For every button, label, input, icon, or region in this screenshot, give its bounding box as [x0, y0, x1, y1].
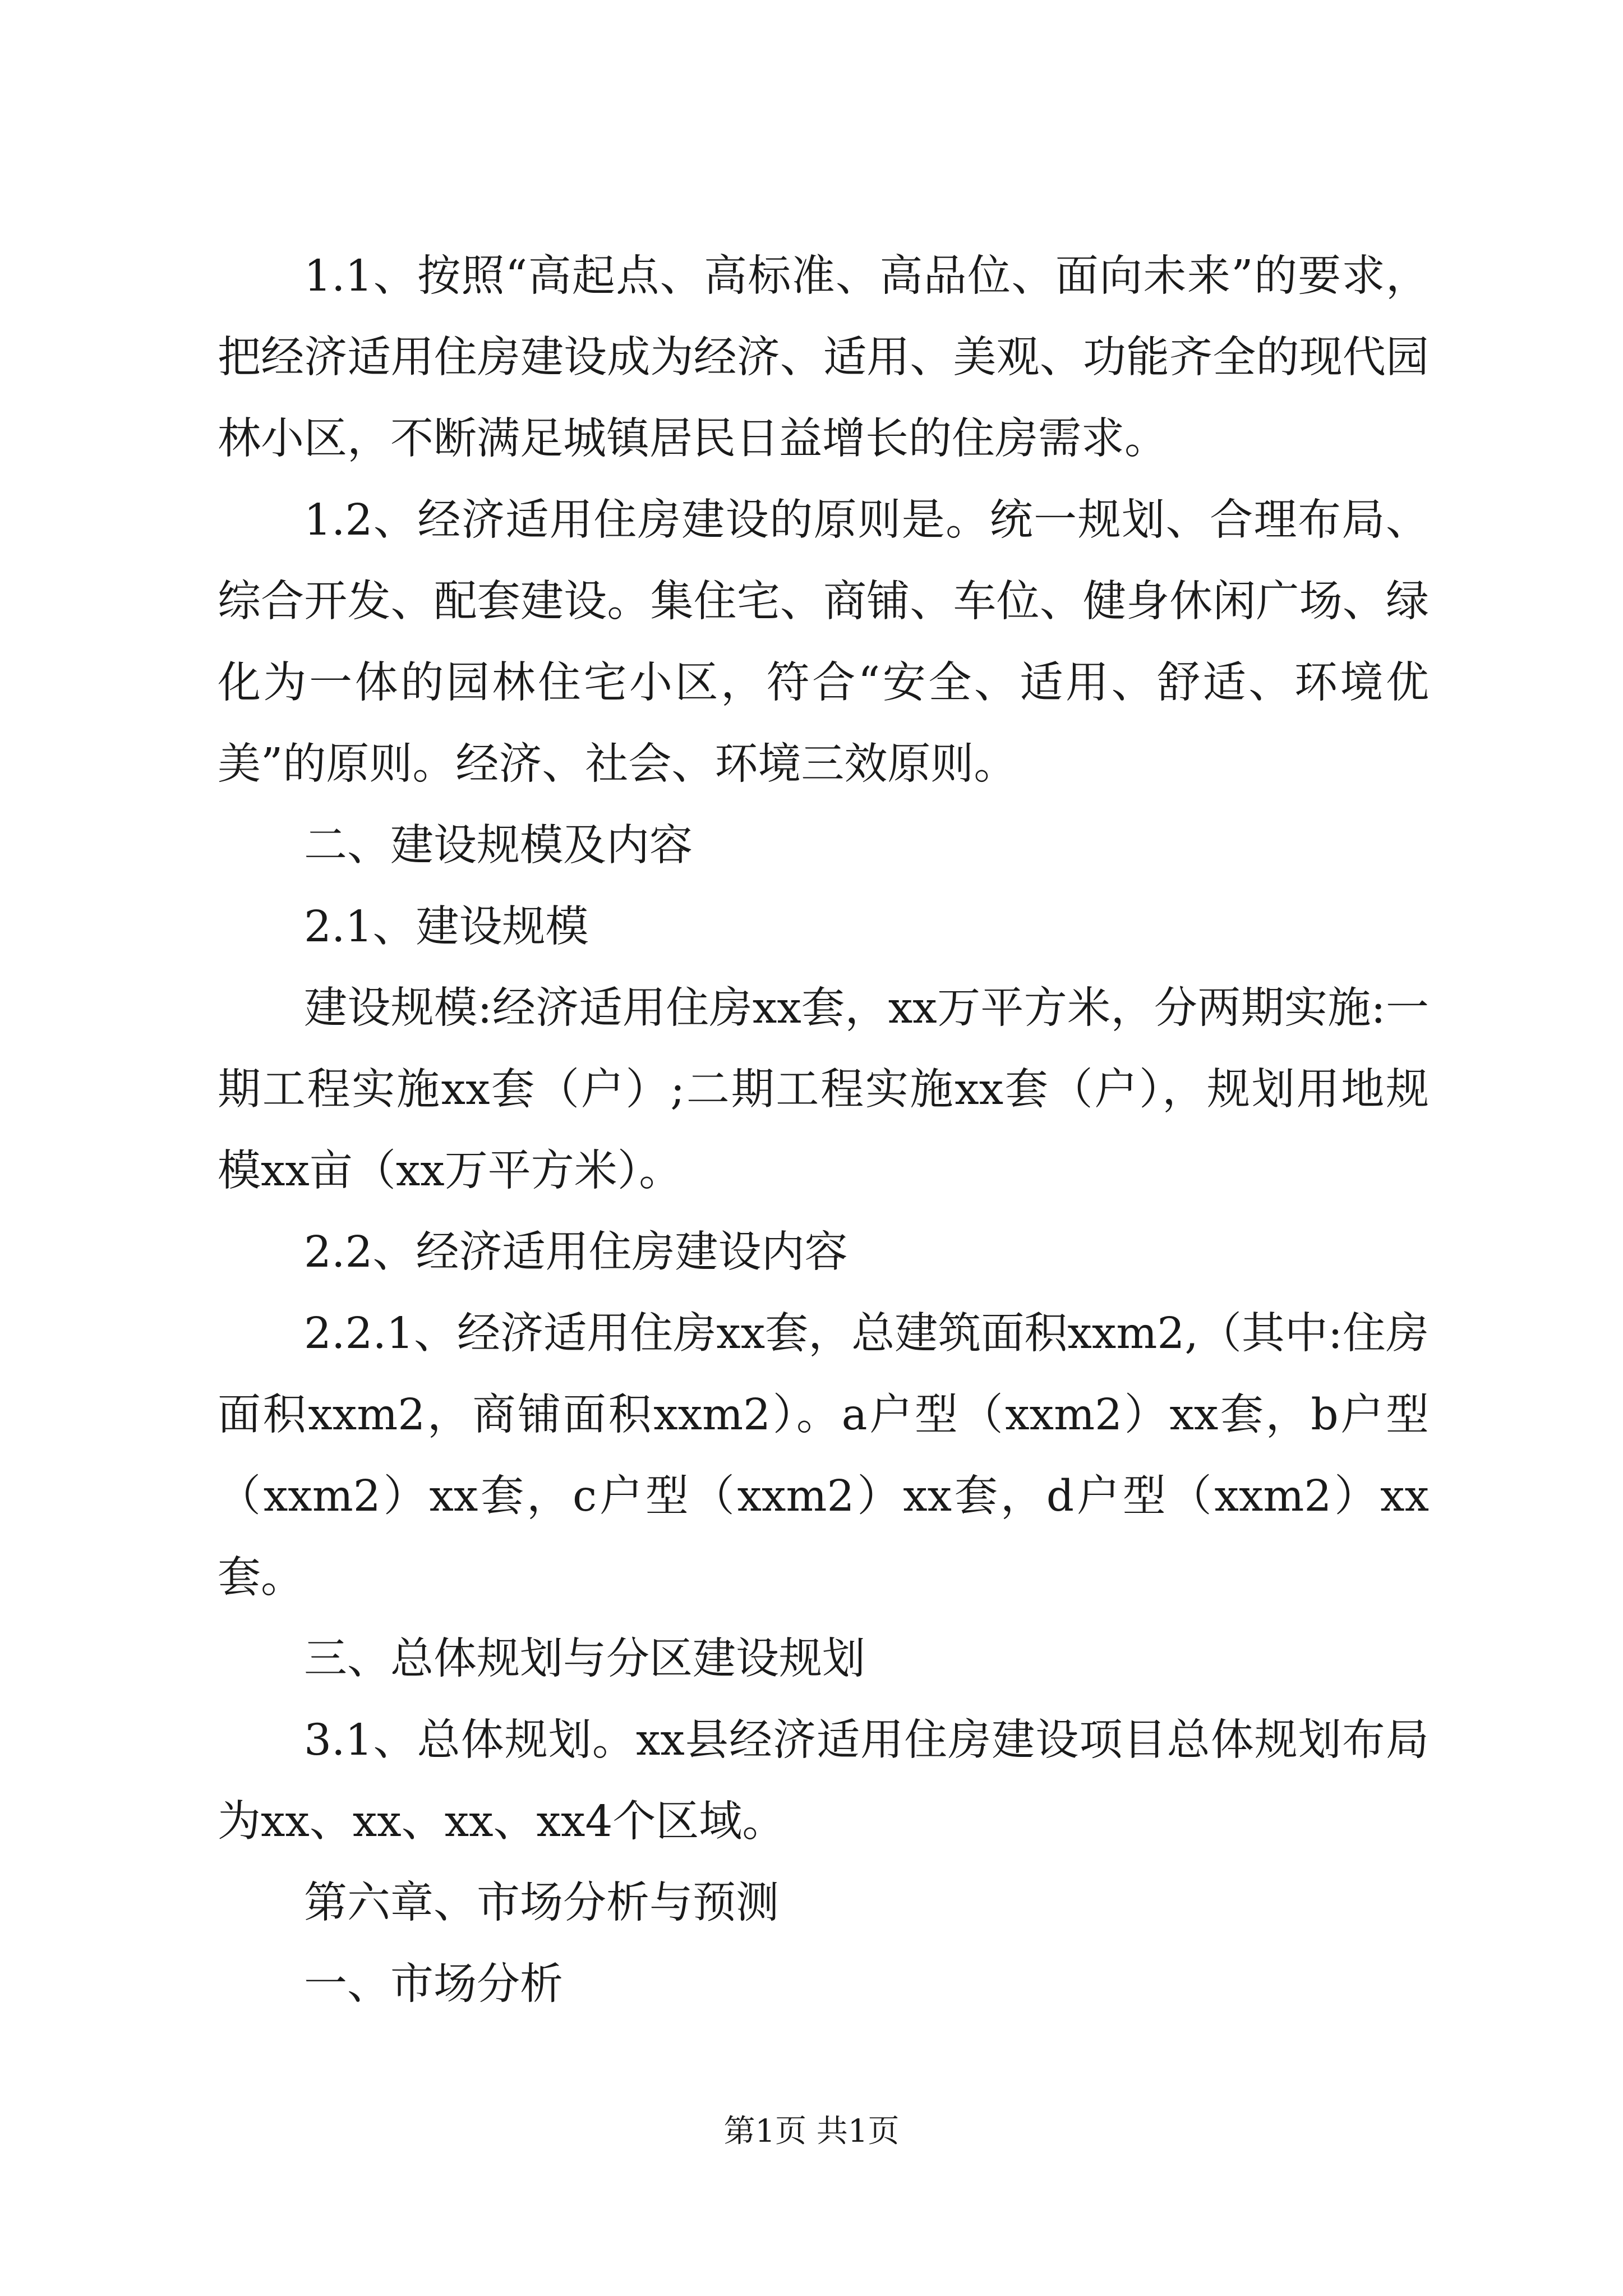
- paragraph-1-2: 1.2、经济适用住房建设的原则是。统一规划、合理布局、综合开发、配套建设。集住宅、商铺、车位、健身休闲广场、绿化为一体的园林住宅小区，符合“安全、适用、舒适、环境优美”的原则。经济、社会、环境三效原则。: [218, 495, 1429, 789]
- paragraph-3-1: 3.1、总体规划。xx县经济适用住房建设项目总体规划布局为xx、xx、xx、xx4个区域。: [218, 1715, 1429, 1847]
- document-body: [218, 236, 1429, 2025]
- section-heading-3: 三、总体规划与分区建设规划: [304, 1634, 865, 1684]
- paragraph-2-2-1: 2.2.1、经济适用住房xx套，总建筑面积xxm2,（其中:住房面积xxm2，商铺面积xxm2）。a户型（xxm2）xx套，b户型（xxm2）xx套，c户型（xxm2）xx套，d户型（xxm2）xx套。: [218, 1309, 1429, 1603]
- section-heading-market-analysis: 一、市场分析: [304, 1959, 563, 2009]
- section-heading-2: 二、建设规模及内容: [304, 821, 693, 871]
- paragraph-scale: 建设规模:经济适用住房xx套，xx万平方米，分两期实施:一期工程实施xx套（户）;二期工程实施xx套（户），规划用地规模xx亩（xx万平方米）。: [218, 983, 1429, 1196]
- page-footer: [0, 2109, 1623, 2154]
- paragraph-1-1: 1.1、按照“高起点、高标准、高品位、面向未来”的要求，把经济适用住房建设成为经济、适用、美观、功能齐全的现代园林小区，不断满足城镇居民日益增长的住房需求。: [218, 251, 1429, 464]
- subsection-heading-2-1: 2.1、建设规模: [304, 902, 589, 952]
- chapter-heading-6: 第六章、市场分析与预测: [304, 1878, 779, 1928]
- page-number-label: 第1页 共1页: [723, 2113, 900, 2150]
- subsection-heading-2-2: 2.2、经济适用住房建设内容: [304, 1227, 848, 1277]
